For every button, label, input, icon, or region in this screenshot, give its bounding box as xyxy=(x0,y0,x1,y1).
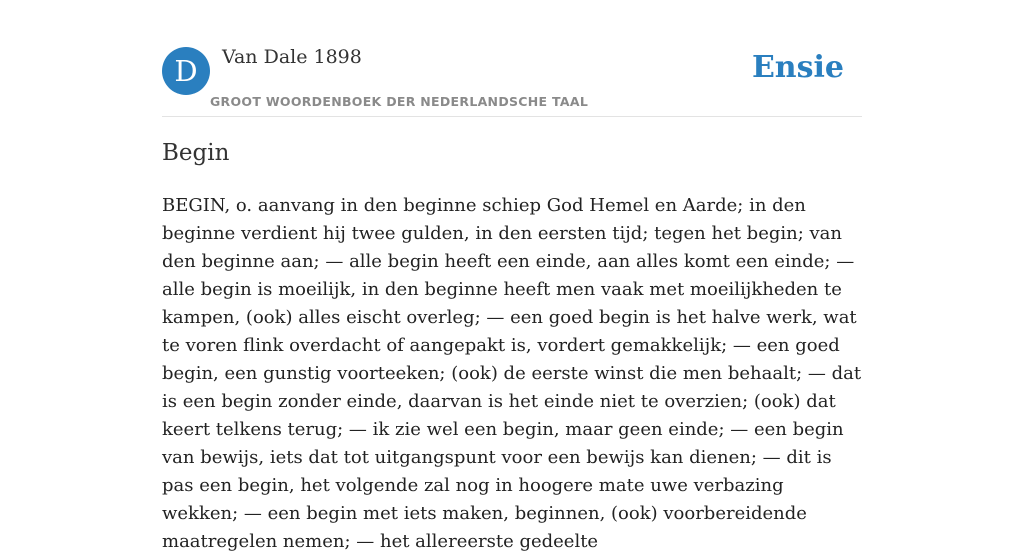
dictionary-logo[interactable]: D xyxy=(162,47,210,95)
entry-title: Begin xyxy=(162,140,230,166)
brand-logo-link[interactable]: Ensie xyxy=(751,50,844,85)
entry-body: BEGIN, o. aanvang in den beginne schiep God Hemel en Aarde; in den beginne verdient hij twee gulden, in den eersten tijd; tegen het begin; van den beginne aan; — alle begin heeft een einde, aan alles komt een einde; — alle begin is moeilijk, in den beginne heeft men vaak met moeilijkheden te kampen, (ook) alles eischt overleg; — een goed begin is het halve werk, wat te voren flink overdacht of aangepakt is, vordert gemakkelijk; — een goed begin, een gunstig voorteeken; (ook) de eerste winst die men behaalt; — dat is een begin zonder einde, daarvan is het einde niet te overzien; (ook) dat keert telkens terug; — ik zie wel een begin, maar geen einde; — een begin van bewijs, iets dat tot uitgangspunt voor een bewijs kan dienen; — dit is pas een begin, het volgende zal nog in hoogere mate uwe verbazing wekken; — een begin met iets maken, beginnen, (ook) voorbereidende maatregelen nemen; — het allereerste gedeelte xyxy=(162,195,862,552)
dictionary-title[interactable]: Van Dale 1898 xyxy=(222,46,362,68)
dictionary-subtitle: GROOT WOORDENBOEK DER NEDERLANDSCHE TAAL xyxy=(210,94,589,109)
header xyxy=(162,40,862,117)
